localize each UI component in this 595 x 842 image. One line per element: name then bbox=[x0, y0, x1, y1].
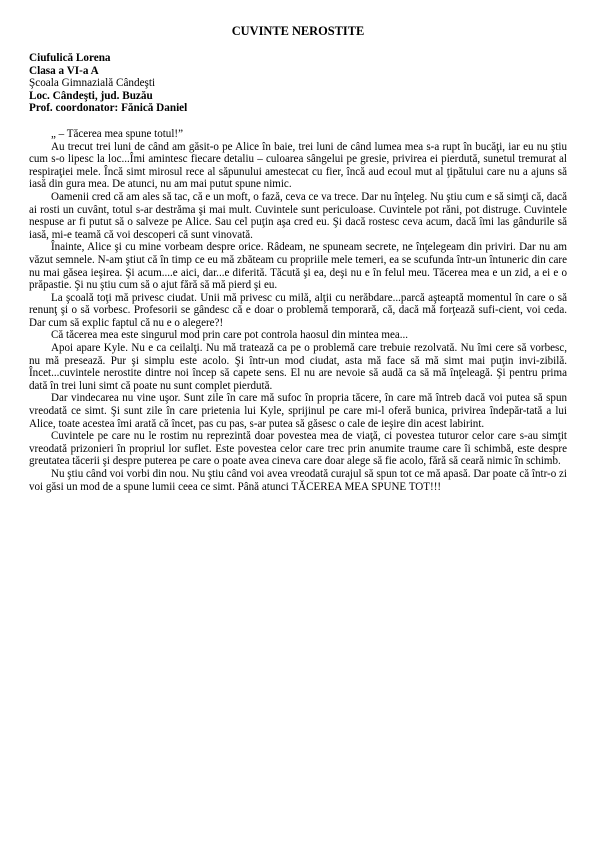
paragraph-final: Nu ştiu când voi vorbi din nou. Nu ştiu când voi avea vreodată curajul să spun tot ce mă apasă. Dar poate că într-o zi voi găsi un mod de a spune lumii ceea ce simt. Până atunci TĂCEREA MEA SPUNE TOT!!! bbox=[29, 468, 567, 493]
author-school: Şcoala Gimnazială Cândeşti bbox=[29, 77, 156, 90]
author-class: Clasa a VI-a A bbox=[29, 64, 99, 77]
paragraph: Că tăcerea mea este singurul mod prin care pot controla haosul din mintea mea... bbox=[51, 329, 409, 342]
paragraph: Oamenii cred că am ales să tac, că e un moft, o fază, ceva ce va trece. Dar nu înţeleg. Nu ştiu cum e să simţi că, dacă ai rosti un cuvânt, totul s-ar destrăma şi mai mult. Cuvintele sunt periculoase. Cuvintele pot răni, pot distruge. Cuvintele nespuse ar fi putut să o salveze pe Alice. Sau cel puţin aşa cred eu. Şi dacă rostesc ceva acum, dacă îmi las gândurile să iasă, mi-e teamă că voi descoperi că sunt vinovată. bbox=[29, 190, 567, 241]
paragraph: La şcoală toţi mă privesc ciudat. Unii mă privesc cu milă, alţii cu nerăbdare...parcă aşteaptă momentul în care o să renunţ şi o să vorbesc. Profesorii se gândesc că e doar o problemă temporară, că, dacă mă forţează sufi-cient, voi ceda. Dar cum să explic faptul că nu e o alegere?! bbox=[29, 291, 567, 329]
story-body bbox=[29, 128, 567, 493]
paragraph-motto: „ – Tăcerea mea spune totul!” bbox=[51, 127, 183, 140]
paragraph: Apoi apare Kyle. Nu e ca ceilalţi. Nu mă tratează ca pe o problemă care trebuie rezolvată. Nu îmi cere să vorbesc, nu mă presează. Pur şi simplu este acolo. Şi într-un mod ciudat, asta mă face să mă simt mai puţin invi-zibilă. Încet...cuvintele nerostite dintre noi încep să capete sens. El nu are nevoie să audă ca să mă înţeleagă. Şi pentru prima dată în trei luni simt că poate nu sunt complet pierdută. bbox=[29, 342, 567, 392]
paragraph: Au trecut trei luni de când am găsit-o pe Alice în baie, trei luni de când lumea mea s-a rupt în bucăţi, iar eu nu ştiu cum s-o lipesc la loc...Îmi amintesc fiecare detaliu – culoarea sângelui pe gresie, privirea ei pierdută, sunetul tremurat al respiraţiei mele. Încă simt mirosul rece al săpunului amestecat cu fier, încă aud ecoul mut al ţipătului care nu a ajuns să iasă din gura mea. De atunci, nu am mai putut spune nimic. bbox=[29, 140, 567, 191]
paragraph: Cuvintele pe care nu le rostim nu reprezintă doar povestea mea de viaţă, ci povestea tuturor celor care s-au simţit vreodată prizonieri în propriul lor suflet. Este povestea celor care trec prin anumite traume care îi schimbă, este despre greutatea tăcerii şi despre puterea pe care o poate avea cineva care doar alege să fie acolo, fără să ceară nimic în schimb. bbox=[29, 430, 567, 468]
author-block bbox=[29, 52, 567, 115]
author-name: Ciufulică Lorena bbox=[29, 52, 111, 64]
paragraph: Dar vindecarea nu vine uşor. Sunt zile în care mă sufoc în propria tăcere, în care mă întreb dacă voi putea să spun vreodată ce simt. Şi sunt zile în care prietenia lui Kyle, sprijinul pe care mi-l oferă bunica, privirea îndepăr-tată a lui Alice, toate acestea îmi arată că încet, pas cu pas, s-ar putea să găsesc o cale de ieşire din acest labirint. bbox=[29, 392, 567, 430]
author-location: Loc. Cândeşti, jud. Buzău bbox=[29, 89, 153, 102]
paragraph: Înainte, Alice şi cu mine vorbeam despre orice. Râdeam, ne spuneam secrete, ne înţelegeam din priviri. Dar nu am văzut semnele. N-am ştiut că în timp ce eu mă zbăteam cu propriile mele temeri, ea se scufunda într-un întuneric din care nu mai găsea ieşirea. Şi acum....e aici, dar...e diferită. Tăcută şi ea, deşi nu e în felul meu. Tăcerea mea e un zid, a ei e o prăpastie. Şi nu ştiu cum să o ajut fără să mă pierd şi eu. bbox=[29, 241, 567, 292]
author-coordinator: Prof. coordonator: Fănică Daniel bbox=[29, 102, 188, 115]
document-title: CUVINTE NEROSTITE bbox=[231, 24, 365, 38]
